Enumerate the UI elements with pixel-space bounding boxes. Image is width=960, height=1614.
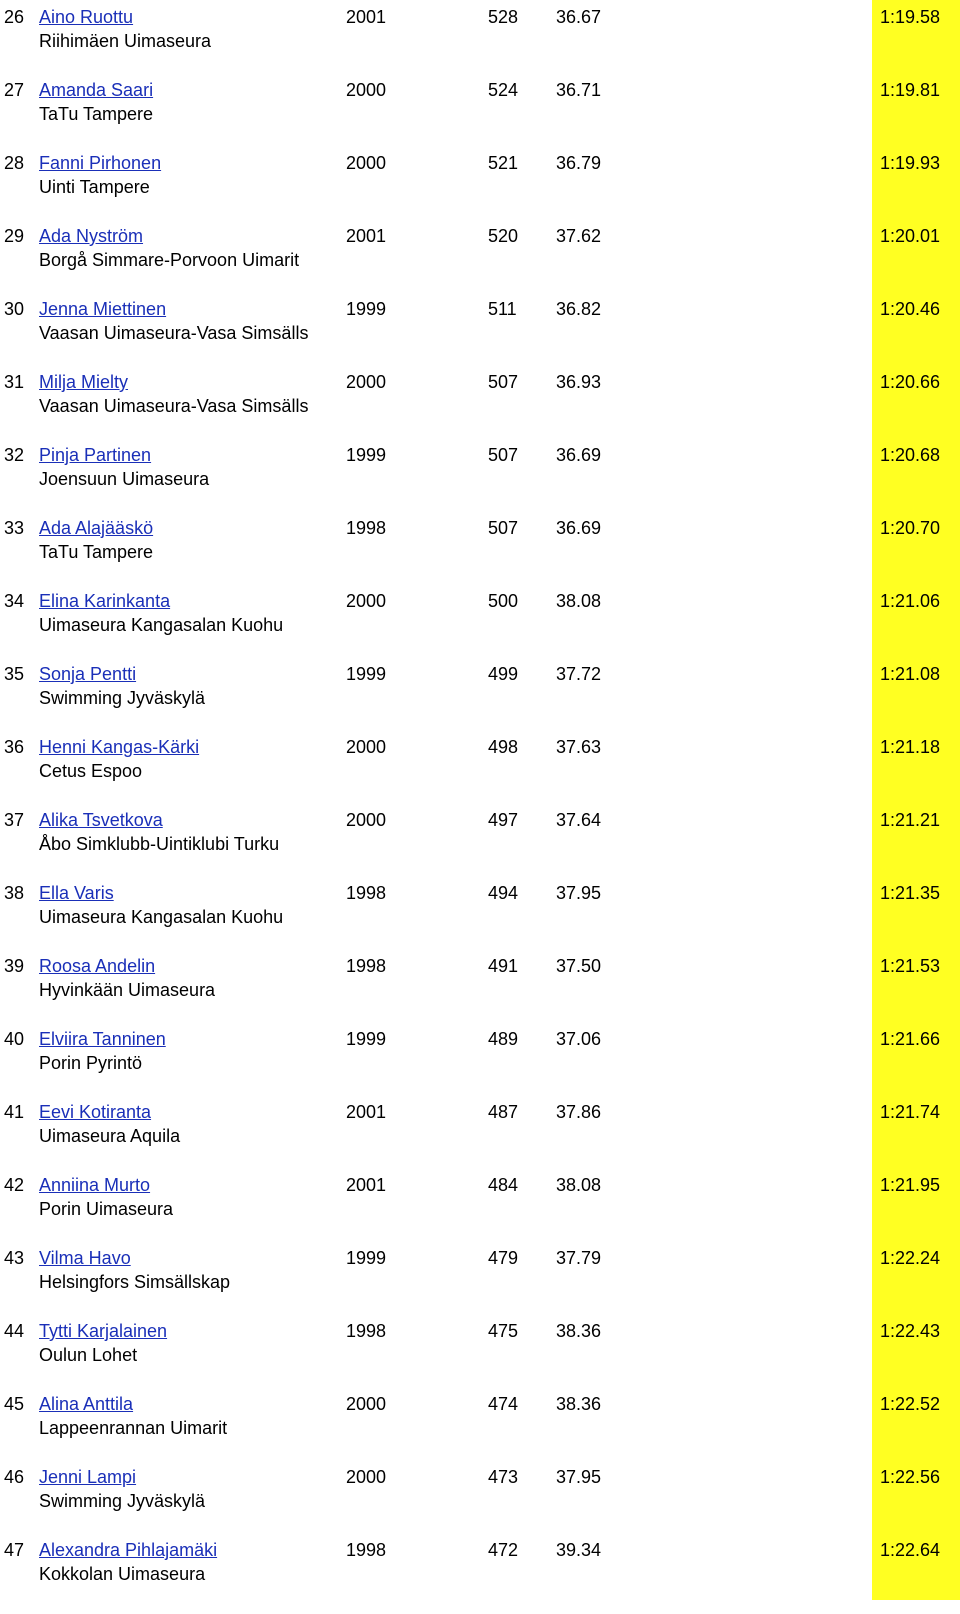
points-cell: 524	[488, 80, 519, 100]
final-time-cell: 1:21.21	[879, 810, 940, 830]
club-name: TaTu Tampere	[39, 104, 154, 124]
club-name: Swimming Jyväskylä	[39, 1491, 206, 1511]
birth-year-cell: 2001	[346, 226, 387, 246]
birth-year-cell: 1998	[346, 956, 387, 976]
result-row	[0, 1460, 960, 1533]
split-time-cell: 37.64	[556, 810, 602, 830]
club-name: TaTu Tampere	[39, 542, 154, 562]
rank-cell: 40	[4, 1029, 25, 1049]
club-name: Uinti Tampere	[39, 177, 150, 197]
points-cell: 507	[488, 372, 519, 392]
rank-cell: 42	[4, 1175, 25, 1195]
points-cell: 487	[488, 1102, 519, 1122]
points-cell: 473	[488, 1467, 519, 1487]
final-time-cell: 1:19.93	[879, 153, 940, 173]
birth-year-cell: 2000	[346, 810, 387, 830]
final-time-cell: 1:22.24	[879, 1248, 940, 1268]
split-time-cell: 37.06	[556, 1029, 602, 1049]
points-cell: 498	[488, 737, 519, 757]
swimmer-name-link[interactable]: Amanda Saari	[39, 80, 154, 100]
final-time-cell: 1:20.66	[879, 372, 940, 392]
points-cell: 500	[488, 591, 519, 611]
birth-year-cell: 1998	[346, 883, 387, 903]
rank-cell: 30	[4, 299, 25, 319]
final-time-cell: 1:21.35	[879, 883, 940, 903]
points-cell: 489	[488, 1029, 519, 1049]
swimmer-name-link[interactable]: Elviira Tanninen	[39, 1029, 166, 1049]
points-cell: 494	[488, 883, 519, 903]
split-time-cell: 37.95	[556, 1467, 602, 1487]
points-cell: 475	[488, 1321, 519, 1341]
club-name: Cetus Espoo	[39, 761, 143, 781]
points-cell: 528	[488, 7, 519, 27]
club-name: Uimaseura Kangasalan Kuohu	[39, 615, 284, 635]
split-time-cell: 36.79	[556, 153, 602, 173]
swimmer-name-link[interactable]: Alina Anttila	[39, 1394, 134, 1414]
swimmer-name-link[interactable]: Ada Alajääskö	[39, 518, 154, 538]
swimmer-name-link[interactable]: Tytti Karjalainen	[39, 1321, 168, 1341]
club-name: Kokkolan Uimaseura	[39, 1564, 206, 1584]
points-cell: 499	[488, 664, 519, 684]
club-name: Joensuun Uimaseura	[39, 469, 210, 489]
club-name: Lappeenrannan Uimarit	[39, 1418, 228, 1438]
birth-year-cell: 1998	[346, 518, 387, 538]
final-time-cell: 1:20.46	[879, 299, 940, 319]
points-cell: 521	[488, 153, 519, 173]
result-row	[0, 1387, 960, 1460]
points-cell: 507	[488, 518, 519, 538]
result-row	[0, 73, 960, 146]
final-time-cell: 1:21.08	[879, 664, 940, 684]
rank-cell: 34	[4, 591, 25, 611]
points-cell: 520	[488, 226, 519, 246]
result-row	[0, 584, 960, 657]
final-time-cell: 1:21.18	[879, 737, 940, 757]
swimmer-name-link[interactable]: Anniina Murto	[39, 1175, 151, 1195]
rank-cell: 26	[4, 7, 25, 27]
birth-year-cell: 2000	[346, 591, 387, 611]
split-time-cell: 36.67	[556, 7, 602, 27]
final-time-cell: 1:22.56	[879, 1467, 940, 1487]
birth-year-cell: 1999	[346, 664, 387, 684]
birth-year-cell: 1999	[346, 445, 387, 465]
swimmer-name-link[interactable]: Henni Kangas-Kärki	[39, 737, 200, 757]
split-time-cell: 36.69	[556, 445, 602, 465]
split-time-cell: 37.86	[556, 1102, 602, 1122]
birth-year-cell: 1999	[346, 1248, 387, 1268]
result-row	[0, 1314, 960, 1387]
rank-cell: 45	[4, 1394, 25, 1414]
rank-cell: 39	[4, 956, 25, 976]
rank-cell: 35	[4, 664, 25, 684]
birth-year-cell: 1998	[346, 1321, 387, 1341]
club-name: Swimming Jyväskylä	[39, 688, 206, 708]
result-row	[0, 511, 960, 584]
birth-year-cell: 2000	[346, 1394, 387, 1414]
rank-cell: 31	[4, 372, 25, 392]
split-time-cell: 38.36	[556, 1394, 602, 1414]
points-cell: 491	[488, 956, 519, 976]
split-time-cell: 36.71	[556, 80, 602, 100]
swimmer-name-link[interactable]: Roosa Andelin	[39, 956, 156, 976]
final-time-cell: 1:21.95	[879, 1175, 940, 1195]
split-time-cell: 37.79	[556, 1248, 602, 1268]
club-name: Helsingfors Simsällskap	[39, 1272, 231, 1292]
club-name: Åbo Simklubb-Uintiklubi Turku	[39, 834, 280, 854]
swimmer-name-link[interactable]: Pinja Partinen	[39, 445, 152, 465]
final-time-cell: 1:22.52	[879, 1394, 940, 1414]
birth-year-cell: 1999	[346, 299, 387, 319]
final-time-cell: 1:21.66	[879, 1029, 940, 1049]
rank-cell: 44	[4, 1321, 25, 1341]
result-row	[0, 438, 960, 511]
rank-cell: 37	[4, 810, 25, 830]
points-cell: 507	[488, 445, 519, 465]
result-row	[0, 1095, 960, 1168]
swimmer-name-link[interactable]: Jenni Lampi	[39, 1467, 137, 1487]
birth-year-cell: 2000	[346, 1467, 387, 1487]
rank-cell: 43	[4, 1248, 25, 1268]
birth-year-cell: 2000	[346, 372, 387, 392]
swimmer-name-link[interactable]: Vilma Havo	[39, 1248, 131, 1268]
rank-cell: 46	[4, 1467, 25, 1487]
result-row	[0, 1168, 960, 1241]
swimmer-name-link[interactable]: Eevi Kotiranta	[39, 1102, 152, 1122]
split-time-cell: 37.50	[556, 956, 602, 976]
points-cell: 474	[488, 1394, 519, 1414]
swimmer-name-link[interactable]: Elina Karinkanta	[39, 591, 171, 611]
points-cell: 511	[488, 299, 517, 319]
swimmer-name-link[interactable]: Sonja Pentti	[39, 664, 137, 684]
swimmer-name-link[interactable]: Ada Nyström	[39, 226, 144, 246]
split-time-cell: 36.82	[556, 299, 602, 319]
club-name: Borgå Simmare-Porvoon Uimarit	[39, 250, 300, 270]
split-time-cell: 37.62	[556, 226, 602, 246]
club-name: Porin Pyrintö	[39, 1053, 143, 1073]
final-time-cell: 1:20.68	[879, 445, 940, 465]
birth-year-cell: 1999	[346, 1029, 387, 1049]
swimmer-name-link[interactable]: Alika Tsvetkova	[39, 810, 163, 830]
club-name: Oulun Lohet	[39, 1345, 138, 1365]
result-row	[0, 219, 960, 292]
result-row	[0, 146, 960, 219]
club-name: Uimaseura Kangasalan Kuohu	[39, 907, 284, 927]
rank-cell: 28	[4, 153, 25, 173]
split-time-cell: 38.36	[556, 1321, 602, 1341]
rank-cell: 32	[4, 445, 25, 465]
swimmer-name-link[interactable]: Jenna Miettinen	[39, 299, 167, 319]
points-cell: 472	[488, 1540, 519, 1560]
rank-cell: 36	[4, 737, 25, 757]
final-time-cell: 1:21.74	[879, 1102, 940, 1122]
split-time-cell: 38.08	[556, 591, 602, 611]
result-row	[0, 292, 960, 365]
club-name: Hyvinkään Uimaseura	[39, 980, 216, 1000]
points-cell: 484	[488, 1175, 519, 1195]
swimmer-name-link[interactable]: Milja Mielty	[39, 372, 129, 392]
final-time-cell: 1:22.64	[879, 1540, 940, 1560]
swimmer-name-link[interactable]: Ella Varis	[39, 883, 114, 903]
final-time-cell: 1:20.01	[879, 226, 940, 246]
result-row	[0, 1241, 960, 1314]
split-time-cell: 37.63	[556, 737, 602, 757]
rank-cell: 38	[4, 883, 25, 903]
result-row	[0, 1533, 960, 1606]
final-time-cell: 1:20.70	[879, 518, 940, 538]
rank-cell: 41	[4, 1102, 25, 1122]
rank-cell: 33	[4, 518, 25, 538]
result-row	[0, 0, 960, 73]
result-row	[0, 1022, 960, 1095]
rank-cell: 47	[4, 1540, 25, 1560]
split-time-cell: 37.95	[556, 883, 602, 903]
split-time-cell: 39.34	[556, 1540, 602, 1560]
result-row	[0, 657, 960, 730]
points-cell: 479	[488, 1248, 519, 1268]
final-time-cell: 1:22.43	[879, 1321, 940, 1341]
final-time-cell: 1:19.81	[879, 80, 940, 100]
club-name: Uimaseura Aquila	[39, 1126, 181, 1146]
birth-year-cell: 1998	[346, 1540, 387, 1560]
birth-year-cell: 2000	[346, 737, 387, 757]
birth-year-cell: 2000	[346, 80, 387, 100]
swimmer-name-link[interactable]: Aino Ruottu	[39, 7, 134, 27]
split-time-cell: 37.72	[556, 664, 602, 684]
result-row	[0, 730, 960, 803]
club-name: Vaasan Uimaseura-Vasa Simsälls	[39, 323, 309, 343]
result-row	[0, 365, 960, 438]
result-row	[0, 803, 960, 876]
club-name: Vaasan Uimaseura-Vasa Simsälls	[39, 396, 309, 416]
club-name: Riihimäen Uimaseura	[39, 31, 212, 51]
final-time-cell: 1:21.06	[879, 591, 940, 611]
club-name: Porin Uimaseura	[39, 1199, 174, 1219]
split-time-cell: 36.93	[556, 372, 602, 392]
birth-year-cell: 2001	[346, 1102, 387, 1122]
split-time-cell: 38.08	[556, 1175, 602, 1195]
rank-cell: 27	[4, 80, 25, 100]
birth-year-cell: 2000	[346, 153, 387, 173]
split-time-cell: 36.69	[556, 518, 602, 538]
swimmer-name-link[interactable]: Fanni Pirhonen	[39, 153, 162, 173]
birth-year-cell: 2001	[346, 7, 387, 27]
swimmer-name-link[interactable]: Alexandra Pihlajamäki	[39, 1540, 218, 1560]
result-row	[0, 949, 960, 1022]
final-time-cell: 1:21.53	[879, 956, 940, 976]
birth-year-cell: 2001	[346, 1175, 387, 1195]
points-cell: 497	[488, 810, 519, 830]
result-row	[0, 876, 960, 949]
rank-cell: 29	[4, 226, 25, 246]
final-time-cell: 1:19.58	[879, 7, 940, 27]
